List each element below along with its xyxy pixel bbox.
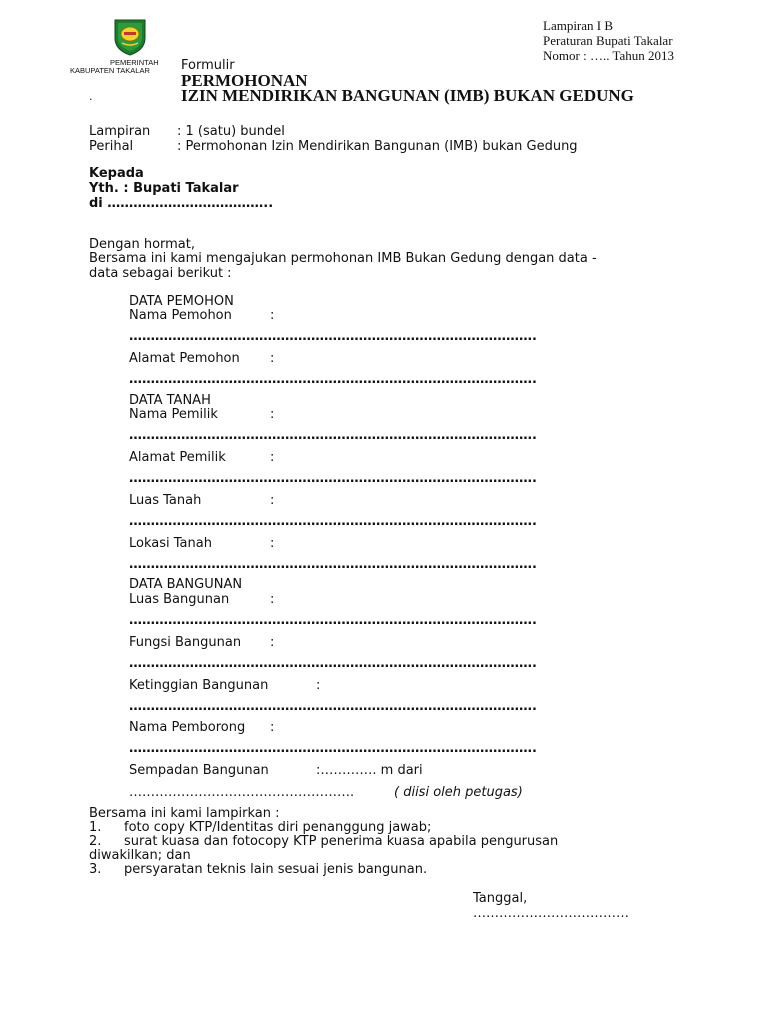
dotline-alamat-pemohon: …………………………………………………………………………………. [129, 372, 537, 387]
lampiran-value: : 1 (satu) bundel [177, 124, 285, 139]
sempadan-dotline: ……………………………………………. [129, 785, 355, 800]
field-lokasi-tanah: Lokasi Tanah [129, 536, 212, 551]
dotline-luas-bangunan: …………………………………………………………………………………. [129, 613, 537, 628]
colon: : [270, 720, 275, 735]
dotline-luas-tanah: …………………………………………………………………………………. [129, 514, 537, 529]
colon: : [270, 536, 275, 551]
colon: : [270, 635, 275, 650]
peraturan-text: Peraturan Bupati Takalar [543, 33, 673, 48]
field-nama-pemohon: Nama Pemohon [129, 308, 232, 323]
field-sempadan-bangunan: Sempadan Bangunan [129, 763, 269, 778]
dotline-nama-pemohon: …………………………………………………………………………………. [129, 329, 537, 344]
tanggal-label: Tanggal, [473, 891, 528, 906]
colon: : [270, 308, 275, 323]
attachment-num: 1. [89, 820, 102, 835]
section-data-tanah: DATA TANAH [129, 393, 211, 408]
field-fungsi-bangunan: Fungsi Bangunan [129, 635, 242, 650]
lampiran-label: Lampiran [89, 124, 151, 139]
colon: : [270, 351, 275, 366]
colon: : [270, 450, 275, 465]
sempadan-note: ( diisi oleh petugas) [394, 785, 523, 800]
dotline-nama-pemilik: …………………………………………………………………………………. [129, 428, 537, 443]
kepada-label: Kepada [89, 166, 144, 181]
colon: : [270, 592, 275, 607]
formulir-label: Formulir [181, 58, 235, 73]
logo-caption-1: PEMERINTAH [110, 58, 159, 67]
field-ketinggian-bangunan: Ketinggian Bangunan [129, 678, 269, 693]
field-luas-bangunan: Luas Bangunan [129, 592, 230, 607]
perihal-label: Perihal [89, 139, 134, 154]
sempadan-value: :…………. m dari [316, 763, 423, 778]
attachment-text: diwakilkan; dan [89, 848, 191, 863]
field-luas-tanah: Luas Tanah [129, 493, 202, 508]
dotline-lokasi-tanah: …………………………………………………………………………………. [129, 557, 537, 572]
attachment-text: surat kuasa dan fotocopy KTP penerima kuasa apabila pengurusan [124, 834, 559, 849]
field-alamat-pemilik: Alamat Pemilik [129, 450, 226, 465]
attachment-text: persyaratan teknis lain sesuai jenis bangunan. [124, 862, 428, 877]
attachment-text: foto copy KTP/Identitas diri penanggung jawab; [124, 820, 432, 835]
field-alamat-pemohon: Alamat Pemohon [129, 351, 240, 366]
nomor-text: Nomor : ….. Tahun 2013 [543, 48, 675, 63]
logo-caption-2: KABUPATEN TAKALAR [70, 66, 150, 75]
section-data-pemohon: DATA PEMOHON [129, 294, 234, 309]
perihal-value: : Permohonan Izin Mendirikan Bangunan (IMB) bukan Gedung [177, 139, 578, 154]
attachment-num: 2. [89, 834, 102, 849]
tanggal-dotline: ……………………………… [473, 906, 629, 921]
colon: : [316, 678, 321, 693]
field-nama-pemilik: Nama Pemilik [129, 407, 218, 422]
attachment-num: 3. [89, 862, 102, 877]
lampiran-code: Lampiran I B [543, 18, 614, 33]
di-label: di ……………………………….. [89, 196, 274, 211]
title-permohonan: PERMOHONAN [181, 71, 308, 90]
title-imb: IZIN MENDIRIKAN BANGUNAN (IMB) BUKAN GEDUNG [181, 86, 634, 105]
section-data-bangunan: DATA BANGUNAN [129, 577, 243, 592]
intro-line-1: Bersama ini kami mengajukan permohonan IMB Bukan Gedung dengan data - [89, 251, 597, 266]
colon: : [270, 407, 275, 422]
yth-label: Yth. : Bupati Takalar [89, 181, 239, 196]
dotline-ketinggian-bangunan: …………………………………………………………………………………. [129, 699, 537, 714]
dotline-fungsi-bangunan: …………………………………………………………………………………. [129, 656, 537, 671]
greeting: Dengan hormat, [89, 237, 196, 252]
dotline-nama-pemborong: …………………………………………………………………………………. [129, 741, 537, 756]
stray-dot: . [89, 90, 93, 103]
dotline-alamat-pemilik: …………………………………………………………………………………. [129, 471, 537, 486]
field-nama-pemborong: Nama Pemborong [129, 720, 246, 735]
colon: : [270, 493, 275, 508]
attachments-heading: Bersama ini kami lampirkan : [89, 806, 280, 821]
crest-icon [112, 16, 148, 56]
intro-line-2: data sebagai berikut : [89, 266, 232, 281]
